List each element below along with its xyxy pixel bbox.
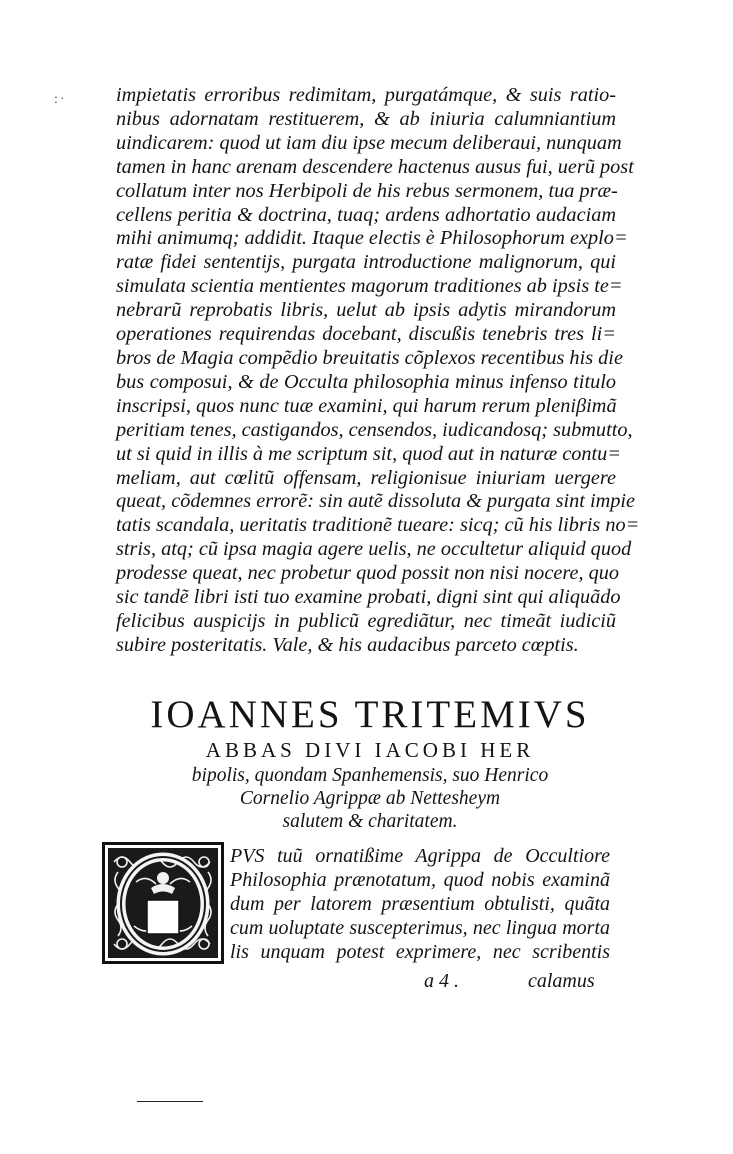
body-line: bus composui, & de Occulta philosophia minus infenso titulo [116,370,616,393]
signature-mark: a 4 . [424,970,459,992]
body-line: mihi animumq; addidit. Itaque electis è Philosophorum explo= [116,227,628,250]
body-line: ut si quid in illis à me scriptum sit, quod aut in naturæ contu= [116,442,621,465]
letter-line: PVS tuũ ornatißime Agrippa de Occultiore [230,845,610,867]
body-line: uindicarem: quod ut iam diu ipse mecum deliberaui, nunquam [116,131,622,154]
catchword: calamus [528,970,595,992]
heading-author: IOANNES TRITEMIVS [150,693,590,736]
body-line: simulata scientia mentientes magorum traditiones ab ipsis te= [116,275,623,298]
body-line: peritiam tenes, castigandos, censendos, iudicandosq; submutto, [116,418,633,441]
body-line: prodesse queat, nec probetur quod possit non nisi nocere, quo [116,562,620,585]
letter-text [230,844,610,964]
body-line: felicibus auspicijs in publicũ egrediãtur, nec timeãt iudiciũ [116,609,616,632]
heading-title: ABBAS DIVI IACOBI HER [205,738,535,762]
body-line: nebrarũ reprobatis libris, uelut ab ipsis adytis mirandorum [116,299,616,322]
body-line: subire posteritatis. Vale, & his audacibus parceto cœptis. [116,633,579,656]
body-line: inscripsi, quos nunc tuæ examini, qui harum rerum pleniβimã [116,394,617,417]
body-line: tamen in hanc arenam descendere hactenus ausus fui, uerũ post [116,155,634,178]
body-line: stris, atq; cũ ipsa magia agere uelis, ne occultetur aliquid quod [116,538,632,561]
bottom-rule [137,1101,203,1102]
body-line: nibus adornatam restituerem, & ab iniuria calumniantium [116,107,616,130]
body-line: operationes requirendas docebant, discußis tenebris tres li= [116,323,616,346]
body-line: collatum inter nos Herbipoli de his rebus sermonem, tua præ- [116,179,618,202]
body-text [116,84,640,658]
letter-line: lis unquam potest exprimere, nec scribentis [230,941,610,964]
body-line: sic tandẽ libri isti tuo examine probati, digni sint qui aliquãdo [116,586,621,609]
heading-salutation: salutem & charitatem. [282,811,458,832]
body-line: bros de Magia compẽdio breuitatis cõplexos recentibus his die [116,346,623,369]
body-line: queat, cõdemnes errorẽ: sin autẽ dissoluta & purgata sint impie [116,490,636,513]
letter-line: dum per latorem præsentium obtulisti, quãta [230,893,610,916]
body-line: tatis scandala, ueritatis traditionẽ tueare: sicq; cũ his libris no= [116,514,640,537]
margin-mark: :· [54,92,67,107]
decorated-initial [102,842,224,964]
decorated-initial-icon [102,842,224,964]
letter-line: Philosophia prænotatum, quod nobis examinã [230,869,610,892]
heading-recipient: Cornelio Agrippæ ab Nettesheym [239,788,501,809]
heading-address: bipolis, quondam Spanhemensis, suo Henrico [191,765,549,786]
body-line: cellens peritia & doctrina, tuaq; ardens adhortatio audaciam [116,203,616,226]
body-line: ratæ fidei sententijs, purgata introductione malignorum, qui [116,251,616,274]
body-line: impietatis erroribus redimitam, purgatámque, & suis ratio- [116,84,616,106]
letter-heading [110,693,630,833]
body-line: meliam, aut cœlitũ offensam, religionisue iniuriam uergere [116,466,616,489]
letter-line: cum uoluptate suscepterimus, nec lingua morta [230,917,610,940]
